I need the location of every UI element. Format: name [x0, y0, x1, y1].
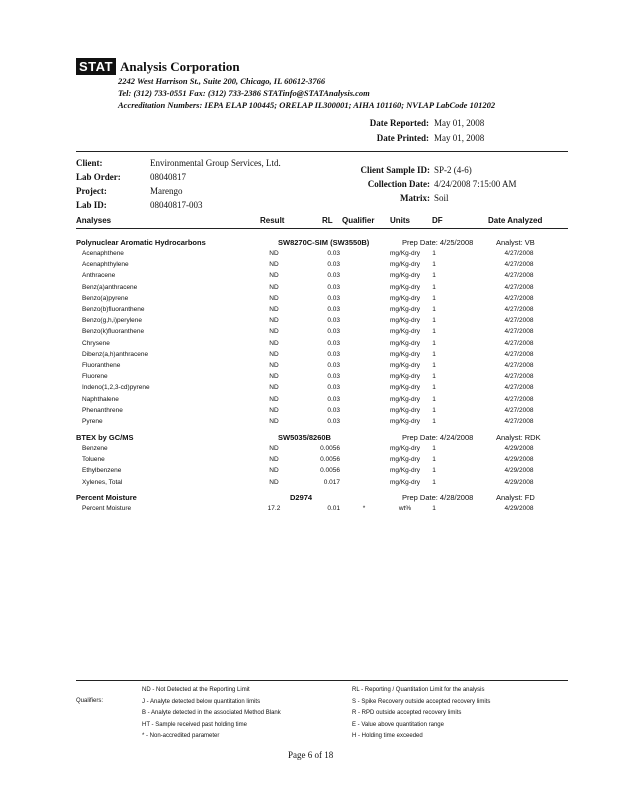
cell-analyte: Acenaphthene — [82, 250, 124, 257]
cell-units: mg/Kg-dry — [390, 456, 420, 464]
cell-rl: 0.0056 — [320, 445, 340, 452]
cell-analyte: Acenaphthylene — [82, 261, 129, 269]
cell-result: ND — [269, 395, 279, 403]
cell-df: 1 — [432, 294, 436, 302]
cell-units: mg/Kg-dry — [390, 339, 420, 347]
cell-df: 1 — [432, 306, 436, 313]
cell-df: 1 — [432, 283, 436, 291]
cell-analyte: Benzo(k)fluoranthene — [82, 328, 145, 336]
date-printed-label: Date Printed: — [376, 133, 429, 143]
lab-order-label: Lab Order: — [76, 172, 121, 182]
cell-analyte: Ethylbenzene — [82, 467, 122, 475]
cell-rl: 0.0056 — [320, 467, 340, 475]
legend-item: B - Analyte detected in the associated Method Blank — [142, 710, 281, 716]
lab-id-value: 08040817-003 — [150, 200, 203, 210]
cell-qualifier: * — [362, 505, 366, 512]
legend-item: HT - Sample received past holding time — [142, 721, 247, 728]
cell-analyte: Percent Moisture — [82, 505, 132, 512]
cell-analyte: Fluoranthene — [82, 362, 121, 369]
cell-analyte: Benzo(g,h,i)perylene — [82, 317, 142, 325]
col-analyses: Analyses — [76, 216, 112, 225]
cell-units: mg/Kg-dry — [390, 261, 420, 269]
company-address: 2242 West Harrison St., Suite 200, Chicago, IL 60612-3766 — [118, 76, 326, 86]
cell-analyte: Benzo(b)fluoranthene — [82, 306, 145, 313]
cell-df: 1 — [432, 445, 436, 452]
cell-rl: 0.01 — [327, 505, 340, 512]
cell-rl: 0.03 — [327, 261, 340, 269]
cell-date: 4/29/2008 — [504, 478, 534, 486]
cell-date: 4/27/2008 — [504, 306, 534, 313]
cell-result: ND — [269, 384, 279, 392]
cell-df: 1 — [432, 467, 436, 475]
cell-units: mg/Kg-dry — [390, 306, 420, 313]
cell-rl: 0.017 — [323, 478, 340, 486]
cell-analyte: Benz(a)anthracene — [82, 283, 138, 291]
cell-analyte: Naphthalene — [82, 395, 119, 403]
cell-analyte: Dibenz(a,h)anthracene — [82, 350, 149, 358]
cell-analyte: Pyrene — [82, 418, 103, 425]
section-analyst: Analyst: RDK — [496, 433, 541, 442]
cell-analyte: Benzene — [82, 445, 108, 452]
lab-id-label: Lab ID: — [76, 200, 107, 210]
company-accreditation: Accreditation Numbers: IEPA ELAP 100445; ORELAP IL300001; AIHA 101160; NVLAP LabCode 101202 — [118, 100, 496, 110]
cell-df: 1 — [432, 418, 436, 425]
cell-result: ND — [269, 328, 279, 336]
cell-date: 4/29/2008 — [504, 445, 534, 452]
legend-item: J - Analyte detected below quantitation limits — [142, 698, 261, 705]
cell-units: mg/Kg-dry — [390, 373, 420, 381]
cell-units: mg/Kg-dry — [390, 350, 420, 358]
section-analyst: Analyst: FD — [496, 493, 535, 502]
cell-date: 4/27/2008 — [504, 272, 534, 280]
cell-rl: 0.03 — [327, 406, 340, 414]
cell-date: 4/27/2008 — [504, 395, 534, 403]
cell-units: mg/Kg-dry — [390, 362, 420, 369]
letterhead — [76, 58, 240, 76]
cell-result: ND — [269, 467, 279, 475]
lab-order-value: 08040817 — [150, 172, 186, 182]
cell-result: ND — [269, 373, 279, 381]
cell-rl: 0.03 — [327, 373, 340, 381]
cell-units: mg/Kg-dry — [390, 445, 420, 452]
cell-result: ND — [269, 250, 279, 257]
section-title: Percent Moisture — [76, 493, 137, 502]
legend-item: H - Holding time exceeded — [352, 733, 423, 739]
cell-rl: 0.03 — [327, 418, 340, 425]
page-number: Page 6 of 18 — [288, 750, 334, 760]
cell-analyte: Anthracene — [82, 272, 116, 280]
date-reported-value: May 01, 2008 — [434, 118, 485, 128]
cell-units: mg/Kg-dry — [390, 478, 420, 486]
cell-df: 1 — [432, 328, 436, 336]
cell-result: ND — [269, 272, 279, 280]
date-printed-value: May 01, 2008 — [434, 133, 485, 143]
cell-result: ND — [269, 350, 279, 358]
cell-result: ND — [269, 294, 279, 302]
cell-df: 1 — [432, 395, 436, 403]
cell-df: 1 — [432, 339, 436, 347]
cell-date: 4/29/2008 — [504, 467, 534, 475]
company-logo: STAT — [76, 58, 116, 75]
sample-id-label: Client Sample ID: — [360, 165, 430, 175]
cell-units: mg/Kg-dry — [390, 317, 420, 325]
client-value: Environmental Group Services, Ltd. — [150, 158, 281, 168]
section-method: D2974 — [290, 493, 313, 502]
cell-df: 1 — [432, 317, 436, 325]
column-divider — [76, 228, 568, 229]
cell-date: 4/27/2008 — [504, 373, 534, 381]
legend-item: E - Value above quantitation range — [352, 721, 444, 728]
cell-units: mg/Kg-dry — [390, 283, 420, 291]
cell-analyte: Benzo(a)pyrene — [82, 294, 129, 302]
cell-date: 4/27/2008 — [504, 250, 534, 257]
section-prep-date: Prep Date: 4/25/2008 — [402, 238, 474, 247]
cell-units: mg/Kg-dry — [390, 467, 420, 475]
col-units: Units — [390, 216, 410, 225]
cell-units: mg/Kg-dry — [390, 272, 420, 280]
cell-date: 4/27/2008 — [504, 283, 534, 291]
cell-result: 17.2 — [267, 505, 281, 512]
legend-item: S - Spike Recovery outside accepted recovery limits — [352, 698, 491, 705]
cell-date: 4/27/2008 — [504, 294, 534, 302]
col-date-analyzed: Date Analyzed — [488, 216, 543, 225]
cell-rl: 0.03 — [327, 272, 340, 280]
legend-item: R - RPD outside accepted recovery limits — [352, 710, 462, 716]
cell-date: 4/27/2008 — [504, 406, 534, 414]
matrix-value: Soil — [434, 193, 449, 203]
cell-units: wt% — [398, 505, 412, 512]
cell-analyte: Xylenes, Total — [82, 478, 123, 486]
legend-item: * - Non-accredited parameter — [142, 733, 220, 739]
cell-units: mg/Kg-dry — [390, 294, 420, 302]
cell-df: 1 — [432, 350, 436, 358]
legend-label: Qualifiers: — [76, 698, 104, 704]
cell-analyte: Indeno(1,2,3-cd)pyrene — [82, 384, 150, 392]
cell-date: 4/27/2008 — [504, 350, 534, 358]
cell-rl: 0.03 — [327, 384, 340, 392]
cell-date: 4/27/2008 — [504, 384, 534, 392]
cell-analyte: Phenanthrene — [82, 406, 123, 414]
client-label: Client: — [76, 158, 103, 168]
cell-df: 1 — [432, 478, 436, 486]
cell-rl: 0.03 — [327, 317, 340, 325]
cell-rl: 0.03 — [327, 339, 340, 347]
cell-date: 4/27/2008 — [504, 317, 534, 325]
project-value: Marengo — [150, 186, 183, 196]
cell-rl: 0.03 — [327, 294, 340, 302]
cell-result: ND — [269, 456, 279, 464]
sample-id-value: SP-2 (4-6) — [434, 165, 472, 175]
cell-date: 4/29/2008 — [504, 505, 534, 512]
cell-result: ND — [269, 261, 279, 269]
cell-units: mg/Kg-dry — [390, 406, 420, 414]
cell-units: mg/Kg-dry — [390, 384, 420, 392]
cell-units: mg/Kg-dry — [390, 418, 420, 425]
cell-result: ND — [269, 306, 279, 313]
cell-result: ND — [269, 418, 279, 425]
section-prep-date: Prep Date: 4/24/2008 — [402, 433, 474, 442]
cell-df: 1 — [432, 250, 436, 257]
cell-df: 1 — [432, 406, 436, 414]
legend-item: ND - Not Detected at the Reporting Limit — [142, 687, 250, 693]
cell-rl: 0.03 — [327, 328, 340, 336]
date-reported-label: Date Reported: — [369, 118, 429, 128]
cell-result: ND — [269, 339, 279, 347]
cell-df: 1 — [432, 272, 436, 280]
collection-date-value: 4/24/2008 7:15:00 AM — [434, 179, 517, 189]
cell-units: mg/Kg-dry — [390, 395, 420, 403]
company-name: Analysis Corporation — [120, 59, 240, 74]
cell-rl: 0.03 — [327, 362, 340, 369]
cell-rl: 0.03 — [327, 250, 340, 257]
cell-result: ND — [269, 406, 279, 414]
cell-rl: 0.03 — [327, 395, 340, 403]
cell-df: 1 — [432, 505, 436, 512]
cell-units: mg/Kg-dry — [390, 328, 420, 336]
cell-rl: 0.03 — [327, 306, 340, 313]
cell-df: 1 — [432, 261, 436, 269]
cell-result: ND — [269, 445, 279, 452]
col-rl: RL — [322, 216, 333, 225]
cell-date: 4/27/2008 — [504, 362, 534, 369]
legend-divider — [76, 680, 568, 681]
cell-rl: 0.03 — [327, 283, 340, 291]
cell-result: ND — [269, 478, 279, 486]
cell-df: 1 — [432, 362, 436, 369]
col-df: DF — [432, 216, 443, 225]
cell-date: 4/27/2008 — [504, 328, 534, 336]
col-result: Result — [260, 216, 285, 225]
cell-df: 1 — [432, 384, 436, 392]
matrix-label: Matrix: — [400, 193, 430, 203]
cell-analyte: Toluene — [82, 456, 105, 464]
cell-df: 1 — [432, 373, 436, 381]
cell-date: 4/27/2008 — [504, 261, 534, 269]
section-prep-date: Prep Date: 4/28/2008 — [402, 493, 474, 502]
cell-analyte: Fluorene — [82, 373, 108, 381]
section-analyst: Analyst: VB — [496, 238, 535, 247]
col-qualifier: Qualifier — [342, 216, 375, 225]
cell-df: 1 — [432, 456, 436, 464]
cell-analyte: Chrysene — [82, 339, 110, 347]
cell-result: ND — [269, 283, 279, 291]
cell-result: ND — [269, 317, 279, 325]
cell-date: 4/27/2008 — [504, 418, 534, 425]
project-label: Project: — [76, 186, 107, 196]
section-method: SW8270C-SIM (SW3550B) — [278, 238, 370, 247]
cell-date: 4/29/2008 — [504, 456, 534, 464]
cell-result: ND — [269, 362, 279, 369]
section-title: Polynuclear Aromatic Hydrocarbons — [76, 238, 206, 247]
section-method: SW5035/8260B — [278, 433, 331, 442]
cell-units: mg/Kg-dry — [390, 250, 420, 257]
cell-rl: 0.03 — [327, 350, 340, 358]
header-divider — [76, 151, 568, 152]
collection-date-label: Collection Date: — [367, 179, 430, 189]
cell-date: 4/27/2008 — [504, 339, 534, 347]
legend-item: RL - Reporting / Quantitation Limit for the analysis — [352, 687, 485, 693]
section-title: BTEX by GC/MS — [76, 433, 134, 442]
cell-rl: 0.0056 — [320, 456, 340, 464]
company-contact: Tel: (312) 733-0551 Fax: (312) 733-2386 STATinfo@STATAnalysis.com — [118, 88, 370, 98]
